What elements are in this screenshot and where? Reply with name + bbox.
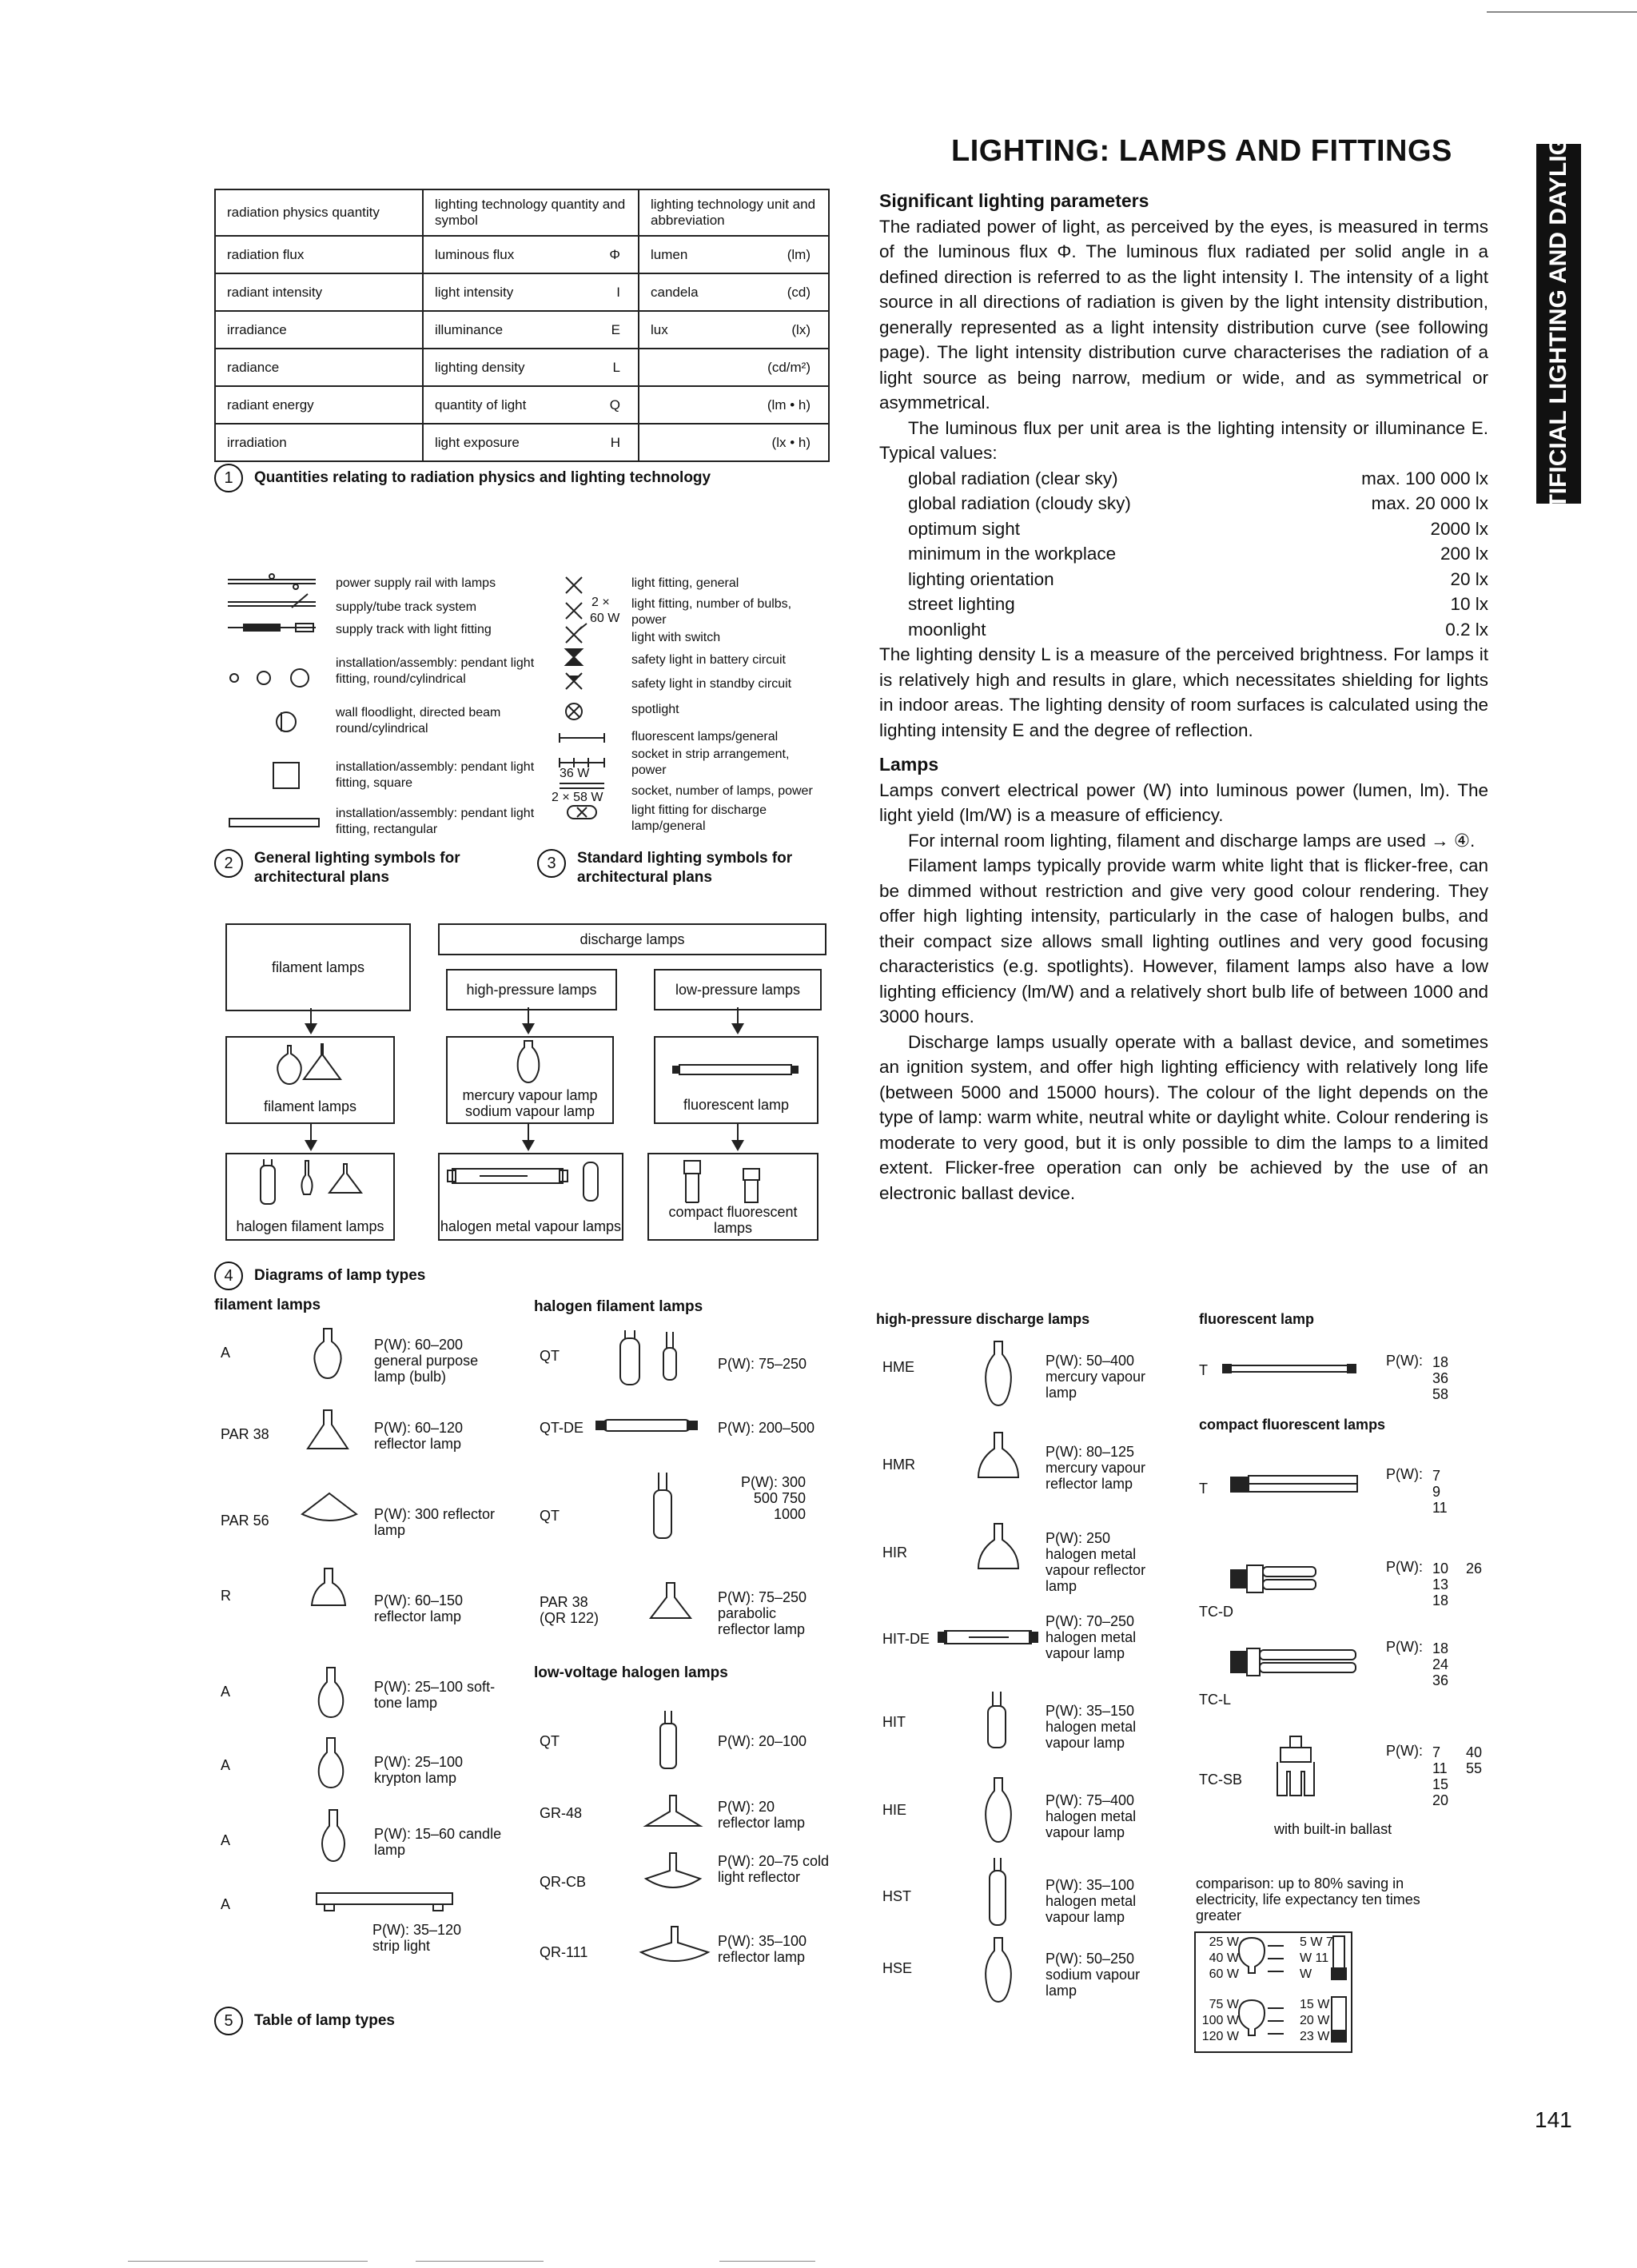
symbol-label: wall floodlight, directed beam round/cylindrical bbox=[336, 706, 501, 735]
cell-lt-text: light intensity bbox=[435, 284, 514, 300]
cell-abbr: (lm • h) bbox=[767, 397, 811, 413]
lamp-desc: P(W): 25–100 krypton lamp bbox=[374, 1754, 464, 1786]
bottom-rule bbox=[416, 2261, 544, 2262]
lamp-code: HIR bbox=[882, 1545, 907, 1560]
lamp-desc: P(W): 35–120 strip light bbox=[372, 1922, 462, 1954]
value: 10 lx bbox=[1450, 594, 1488, 614]
halogen-header: halogen filament lamps bbox=[534, 1298, 703, 1315]
cfl-tcl-icon bbox=[1229, 1645, 1365, 1680]
lamp-code: T bbox=[1199, 1362, 1208, 1378]
value: 20 lx bbox=[1450, 568, 1488, 589]
cell-abbr: (cd/m²) bbox=[767, 359, 811, 375]
cell-unit bbox=[639, 311, 829, 349]
tube-icon bbox=[671, 1060, 807, 1084]
paragraph: The luminous flux per unit area is the lighting intensity or illuminance E. Typical values: bbox=[879, 417, 1488, 463]
qrcb-icon bbox=[644, 1851, 703, 1899]
quantities-table bbox=[214, 189, 830, 462]
lamp-code: A bbox=[221, 1684, 231, 1700]
cell-lt bbox=[423, 386, 639, 424]
cell-rad: irradiation bbox=[215, 424, 423, 461]
lamp-code: A bbox=[221, 1345, 231, 1361]
lamp-pw: P(W): bbox=[1386, 1743, 1423, 1759]
cell-unit-text: lux bbox=[651, 321, 668, 337]
list-item bbox=[879, 541, 1488, 567]
lamp-values: 7 11 15 20 bbox=[1432, 1744, 1449, 1808]
cell-symbol: Q bbox=[609, 397, 620, 413]
lamp-code: GR-48 bbox=[540, 1805, 583, 1821]
caption-4 bbox=[214, 1262, 425, 1290]
lamp-code: QT-DE bbox=[540, 1420, 584, 1436]
header-cell: radiation physics quantity bbox=[215, 189, 423, 236]
softtone-icon bbox=[316, 1666, 348, 1730]
hit-icon bbox=[985, 1688, 1009, 1752]
round-pendant-icon bbox=[228, 662, 324, 694]
caption-3 bbox=[537, 849, 825, 887]
lamp-desc: P(W): 300 500 750 1000 bbox=[740, 1474, 806, 1522]
par56-icon bbox=[297, 1490, 361, 1530]
symbol-label: fluorescent lamps/general bbox=[631, 730, 779, 743]
symbol-label: light fitting, number of bulbs, power bbox=[631, 597, 792, 627]
bottom-rule bbox=[719, 2261, 815, 2262]
table-row bbox=[215, 424, 829, 461]
lamp-code: QT bbox=[540, 1733, 560, 1749]
value: 2000 lx bbox=[1430, 518, 1488, 539]
candle-icon bbox=[318, 1808, 350, 1872]
lamp-desc: P(W): 35–100 halogen metal vapour lamp bbox=[1046, 1877, 1137, 1925]
lamp-code: PAR 38 bbox=[221, 1426, 269, 1442]
lamp-desc: P(W): 60–150 reflector lamp bbox=[374, 1592, 464, 1624]
cfl-icons bbox=[679, 1158, 791, 1206]
lv-qt-icon bbox=[657, 1709, 681, 1773]
paragraph: The radiated power of light, as perceived by the eyes, is measured in terms of the luminous flux Φ. The luminous flux radiated per solid angle in a defined direction is referred to as the light intensity I. The intensity of a light source in all directions of radiation is given by the light intensity distribution, generally represented as a light intensity distribution curve (see following page). The light intensity distribution curve characterises the radiation of a light source as being narrow, medium or wide, and as symmetrical or asymmetrical. bbox=[879, 216, 1488, 413]
cell-symbol: Φ bbox=[609, 246, 620, 262]
lamp-pw: P(W): bbox=[1386, 1466, 1423, 1482]
hie-icon bbox=[983, 1776, 1015, 1848]
caption-number: 1 bbox=[214, 464, 243, 492]
arrow-head bbox=[731, 1023, 744, 1034]
box-low-pressure: low-pressure lamps bbox=[654, 969, 822, 1010]
value-label: moonlight bbox=[908, 619, 986, 640]
list-item bbox=[879, 516, 1488, 542]
symbol-label: installation/assembly: pendant light fitting, square bbox=[336, 760, 535, 790]
strip-light-icon bbox=[313, 1890, 457, 1914]
lamp-values: 18 36 58 bbox=[1432, 1354, 1449, 1402]
lamp-code: A bbox=[221, 1757, 231, 1773]
cfl-header: compact fluorescent lamps bbox=[1199, 1417, 1386, 1433]
list-item bbox=[879, 617, 1488, 643]
label-60w: 60 W bbox=[590, 612, 620, 625]
lamp-code: QR-CB bbox=[540, 1874, 586, 1890]
caption-number: 5 bbox=[214, 2007, 243, 2035]
symbol-label: socket in strip arrangement, power bbox=[631, 747, 790, 777]
symbol-label: light fitting, general bbox=[631, 576, 739, 590]
value: max. 100 000 lx bbox=[1361, 468, 1488, 488]
cell-rad: radiant energy bbox=[215, 386, 423, 424]
caption-number: 4 bbox=[214, 1262, 243, 1290]
section-heading: Significant lighting parameters bbox=[879, 190, 1149, 211]
value-label: optimum sight bbox=[908, 518, 1021, 539]
cell-lt bbox=[423, 236, 639, 273]
caption-number: 2 bbox=[214, 849, 243, 878]
qr111-icon bbox=[639, 1925, 711, 1973]
lamp-code: TC-L bbox=[1199, 1692, 1231, 1708]
lamp-desc: P(W): 50–400 mercury vapour lamp bbox=[1046, 1353, 1146, 1401]
table-header-row bbox=[215, 189, 829, 236]
lamp-desc: P(W): 300 reflector lamp bbox=[374, 1506, 496, 1538]
box-label: halogen filament lamps bbox=[236, 1218, 384, 1234]
cell-abbr: (cd) bbox=[787, 284, 811, 300]
r-lamp-icon bbox=[305, 1567, 353, 1623]
box-label: mercury vapour lamp sodium vapour lamp bbox=[462, 1087, 598, 1119]
hit-de-icon bbox=[937, 1628, 1041, 1647]
halogen-icons bbox=[256, 1158, 376, 1209]
list-item bbox=[879, 567, 1488, 592]
box-filament-lamps: filament lamps bbox=[225, 923, 411, 1011]
discharge-lamp-icon bbox=[512, 1038, 544, 1086]
label-2x: 2 × bbox=[591, 596, 610, 609]
filament-header: filament lamps bbox=[214, 1297, 321, 1313]
lamp-code: QT bbox=[540, 1348, 560, 1364]
lamp-code: QR-111 bbox=[540, 1944, 588, 1960]
lamp-values: 18 24 36 bbox=[1432, 1640, 1449, 1688]
table-row bbox=[215, 311, 829, 349]
lamp-code: R bbox=[221, 1588, 231, 1604]
par38-icon bbox=[304, 1409, 352, 1457]
arrow-line bbox=[528, 1124, 529, 1142]
hme-icon bbox=[983, 1340, 1015, 1412]
arrow-head bbox=[522, 1023, 535, 1034]
cfl-t-icon bbox=[1229, 1473, 1365, 1497]
cell-lt bbox=[423, 273, 639, 311]
list-item bbox=[879, 466, 1488, 492]
arrow-line bbox=[310, 1124, 312, 1142]
label-2x58w: 2 × 58 W bbox=[552, 791, 603, 804]
cell-unit bbox=[639, 236, 829, 273]
qt-de-icon bbox=[595, 1417, 707, 1434]
fl-header: fluorescent lamp bbox=[1199, 1311, 1315, 1327]
top-rule bbox=[1487, 11, 1637, 13]
power-rail-icon bbox=[228, 572, 320, 636]
cell-unit bbox=[639, 386, 829, 424]
hp-header: high-pressure discharge lamps bbox=[876, 1311, 1090, 1327]
lamp-desc: P(W): 25–100 soft-tone lamp bbox=[374, 1679, 496, 1711]
box-high-pressure: high-pressure lamps bbox=[446, 969, 617, 1010]
cell-abbr: (lx • h) bbox=[771, 434, 811, 450]
lv-header: low-voltage halogen lamps bbox=[534, 1664, 728, 1681]
page-title: LIGHTING: LAMPS AND FITTINGS bbox=[951, 134, 1452, 168]
krypton-icon bbox=[316, 1736, 348, 1800]
symbol-label: safety light in battery circuit bbox=[631, 653, 786, 667]
lamp-desc: P(W): 70–250 halogen metal vapour lamp bbox=[1046, 1613, 1137, 1661]
caption-number: 3 bbox=[537, 849, 566, 878]
metal-halide-icon bbox=[448, 1158, 615, 1206]
par38-halogen-icon bbox=[649, 1581, 697, 1629]
arrow-line bbox=[528, 1007, 529, 1023]
cell-abbr: (lm) bbox=[787, 246, 811, 262]
hir-icon bbox=[975, 1522, 1023, 1586]
cell-symbol: H bbox=[610, 434, 620, 450]
arrow-head bbox=[305, 1023, 317, 1034]
value-label: minimum in the workplace bbox=[908, 544, 1117, 564]
cell-lt-text: quantity of light bbox=[435, 397, 527, 413]
bulb-icon bbox=[308, 1327, 348, 1383]
lamp-pw: P(W): bbox=[1386, 1559, 1423, 1575]
symbol-label: power supply rail with lamps bbox=[336, 576, 496, 590]
value: 0.2 lx bbox=[1445, 619, 1488, 640]
lamp-desc: P(W): 200–500 bbox=[718, 1420, 815, 1436]
lamp-code: TC-D bbox=[1199, 1604, 1233, 1620]
symbol-label: installation/assembly: pendant light fitting, rectangular bbox=[336, 807, 535, 836]
box-label: fluorescent lamp bbox=[683, 1097, 790, 1113]
header-cell: lighting technology quantity and symbol bbox=[423, 189, 639, 236]
lamp-desc: P(W): 75–250 bbox=[718, 1356, 807, 1372]
cell-lt-text: light exposure bbox=[435, 434, 520, 450]
lamp-code: HIE bbox=[882, 1802, 907, 1818]
symbol-label: installation/assembly: pendant light fitting, round/cylindrical bbox=[336, 656, 535, 686]
cell-lt-text: lighting density bbox=[435, 359, 525, 375]
comparison-right-1: 5 W 7 W 11 W bbox=[1300, 1935, 1333, 1981]
caption-2 bbox=[214, 849, 502, 887]
lamp-pw: P(W): bbox=[1386, 1639, 1423, 1655]
cfl-tcd-icon bbox=[1229, 1562, 1325, 1597]
cell-unit bbox=[639, 349, 829, 386]
label-36w: 36 W bbox=[560, 767, 590, 780]
lamp-code: HIT bbox=[882, 1714, 906, 1730]
symbol-label: safety light in standby circuit bbox=[631, 677, 792, 691]
lamp-code: PAR 38 (QR 122) bbox=[540, 1594, 599, 1626]
lamp-code: A bbox=[221, 1896, 231, 1912]
lamp-code: T bbox=[1199, 1481, 1208, 1497]
box-label: filament lamps bbox=[263, 1098, 357, 1114]
cell-lt-text: luminous flux bbox=[435, 246, 515, 262]
list-item bbox=[879, 592, 1488, 617]
table-row bbox=[215, 349, 829, 386]
hse-icon bbox=[983, 1936, 1015, 2008]
cell-unit-text: lumen bbox=[651, 246, 688, 262]
paragraph: For internal room lighting, filament and discharge lamps are used → ④. bbox=[908, 830, 1476, 851]
lamp-code: HMR bbox=[882, 1457, 915, 1473]
value: max. 20 000 lx bbox=[1371, 493, 1488, 513]
lamp-desc: P(W): 250 halogen metal vapour reflector lamp bbox=[1046, 1530, 1146, 1594]
lamp-code: HME bbox=[882, 1359, 914, 1375]
qt-1000-icon bbox=[649, 1469, 681, 1541]
bulb-icon bbox=[264, 1039, 344, 1087]
cell-unit-text: candela bbox=[651, 284, 699, 300]
value: 200 lx bbox=[1440, 544, 1488, 564]
lamp-desc: P(W): 75–400 halogen metal vapour lamp bbox=[1046, 1792, 1137, 1840]
lamp-pw: P(W): bbox=[1386, 1353, 1423, 1369]
lamp-desc: P(W): 20–100 bbox=[718, 1733, 807, 1749]
lamp-desc: P(W): 35–100 reflector lamp bbox=[718, 1933, 807, 1965]
t-tube-icon bbox=[1221, 1361, 1365, 1378]
symbol-label: spotlight bbox=[631, 703, 679, 716]
lamp-code: PAR 56 bbox=[221, 1513, 269, 1529]
symbol-label: light with switch bbox=[631, 631, 721, 644]
table-row bbox=[215, 236, 829, 273]
comparison-left-1: 25 W 40 W 60 W bbox=[1209, 1935, 1239, 1981]
cell-rad: radiation flux bbox=[215, 236, 423, 273]
lamp-desc: P(W): 75–250 parabolic reflector lamp bbox=[718, 1589, 807, 1637]
square-pendant-icon bbox=[272, 761, 304, 793]
cell-symbol: I bbox=[616, 284, 620, 300]
value-label: global radiation (cloudy sky) bbox=[908, 493, 1131, 513]
hst-icon bbox=[986, 1856, 1010, 1928]
comparison-left-2: 75 W 100 W 120 W bbox=[1201, 1998, 1239, 2043]
header-cell: lighting technology unit and abbreviation bbox=[639, 189, 829, 236]
arrow-line bbox=[737, 1124, 739, 1142]
cell-rad: radiant intensity bbox=[215, 273, 423, 311]
lamp-desc: P(W): 35–150 halogen metal vapour lamp bbox=[1046, 1703, 1137, 1751]
arrow-head bbox=[305, 1140, 317, 1151]
lamp-values: 7 9 11 bbox=[1432, 1468, 1448, 1516]
symbol-label: socket, number of lamps, power bbox=[631, 784, 813, 798]
comparison-note: comparison: up to 80% saving in electricity, life expectancy ten times greater bbox=[1196, 1875, 1420, 1923]
symbol-label: supply track with light fitting bbox=[336, 623, 492, 636]
paragraph: Lamps convert electrical power (W) into luminous power (lumen, lm). The light yield (lm/W) is a measure of efficiency. bbox=[879, 779, 1488, 825]
section-tab bbox=[1536, 104, 1581, 544]
section-heading: Lamps bbox=[879, 754, 939, 775]
gr48-icon bbox=[646, 1794, 702, 1834]
cell-lt bbox=[423, 424, 639, 461]
arrow-head bbox=[731, 1140, 744, 1151]
value-label: lighting orientation bbox=[908, 568, 1054, 589]
hmr-icon bbox=[975, 1431, 1023, 1495]
paragraph: Filament lamps typically provide warm white light that is flicker-free, can be dimmed without restriction and give very good colour rendering. They offer high lighting intensity, particularly in the case of halogen bulbs, and their compact size allows small lighting outlines and very good focusing characteristics (e.g. spotlights). However, filament lamps also have a low lighting efficiency (lm/W) and a relatively short bulb life of between 1000 and 3000 hours. bbox=[879, 855, 1488, 1026]
cell-lt bbox=[423, 311, 639, 349]
caption-text: General lighting symbols for architectural plans bbox=[254, 850, 460, 886]
lamp-desc: P(W): 50–250 sodium vapour lamp bbox=[1046, 1951, 1141, 1999]
table-row bbox=[215, 386, 829, 424]
paragraph: Discharge lamps usually operate with a ballast device, and sometimes an ignition system, and offer high lighting efficiency with relatively long life (between 5000 and 15000 hours). The colour of the light depends on the type of lamp: warm white, neutral white or daylight white. Colour rendering is moderate to very good, but it is only possible to dim the lamps to a limited extent. Flicker-free operation can only be achieved by the use of an electronic ballast device. bbox=[879, 1031, 1488, 1203]
cell-unit bbox=[639, 424, 829, 461]
paragraph: The lighting density L is a measure of the perceived brightness. For lamps it is relatively high and results in glare, which necessitates shielding for lights in indoor areas. The lighting density of room surfaces is calculated using the lighting intensity E and the degree of reflection. bbox=[879, 644, 1488, 740]
rectangular-pendant-icon bbox=[228, 815, 324, 831]
wall-floodlight-icon bbox=[272, 708, 304, 739]
arrow-line bbox=[310, 1008, 312, 1024]
qt-icon bbox=[614, 1327, 694, 1391]
value-label: street lighting bbox=[908, 594, 1015, 614]
symbol-label: supply/tube track system bbox=[336, 600, 477, 614]
lamp-code: QT bbox=[540, 1508, 560, 1524]
page-number: 141 bbox=[1535, 2107, 1572, 2132]
cell-lt-text: illuminance bbox=[435, 321, 504, 337]
cell-unit bbox=[639, 273, 829, 311]
ballast-note: with built-in ballast bbox=[1274, 1821, 1392, 1837]
body-text bbox=[879, 189, 1488, 1206]
cell-symbol: E bbox=[611, 321, 620, 337]
lamp-values: 10 13 18 bbox=[1432, 1560, 1449, 1608]
box-label: compact fluorescent lamps bbox=[668, 1204, 798, 1236]
comparison-right-2: 15 W 20 W 23 W bbox=[1300, 1998, 1330, 2043]
box-label: halogen metal vapour lamps bbox=[440, 1218, 622, 1234]
caption-text: Diagrams of lamp types bbox=[254, 1267, 426, 1285]
symbol-label: light fitting for discharge lamp/general bbox=[631, 803, 767, 833]
caption-5 bbox=[214, 2007, 395, 2035]
lamp-code: HSE bbox=[882, 1960, 913, 1976]
lamp-desc: P(W): 15–60 candle lamp bbox=[374, 1826, 502, 1858]
cell-rad: radiance bbox=[215, 349, 423, 386]
lamp-code: HST bbox=[882, 1888, 911, 1904]
lamp-code: TC-SB bbox=[1199, 1772, 1242, 1788]
lamp-code: HIT-DE bbox=[882, 1631, 930, 1647]
caption-text: Standard lighting symbols for architectural plans bbox=[577, 850, 793, 886]
cell-rad: irradiance bbox=[215, 311, 423, 349]
illuminance-values bbox=[879, 466, 1488, 643]
caption-text: Quantities relating to radiation physics and lighting technology bbox=[254, 469, 711, 487]
cell-abbr: (lx) bbox=[791, 321, 811, 337]
cell-symbol: L bbox=[612, 359, 620, 375]
lamp-desc: P(W): 60–120 reflector lamp bbox=[374, 1420, 464, 1452]
lamp-desc: P(W): 20 reflector lamp bbox=[718, 1799, 806, 1831]
value-label: global radiation (clear sky) bbox=[908, 468, 1118, 488]
section-tab-label: ARTIFICIAL LIGHTING AND DAYLIGHT bbox=[1545, 104, 1571, 544]
lamp-code: A bbox=[221, 1832, 231, 1848]
arrow-head bbox=[522, 1140, 535, 1151]
bottom-rule bbox=[128, 2261, 368, 2262]
list-item bbox=[879, 491, 1488, 516]
lamp-values-2: 40 55 bbox=[1466, 1744, 1483, 1776]
caption-text: Table of lamp types bbox=[254, 2012, 395, 2030]
lamp-desc: P(W): 60–200 general purpose lamp (bulb) bbox=[374, 1337, 479, 1385]
table-row bbox=[215, 273, 829, 311]
cell-lt bbox=[423, 349, 639, 386]
arrow-line bbox=[737, 1007, 739, 1023]
caption-1 bbox=[214, 464, 711, 492]
lamp-values-2: 26 bbox=[1466, 1560, 1483, 1576]
box-discharge-lamps: discharge lamps bbox=[438, 923, 826, 955]
cfl-tcsb-icon bbox=[1273, 1735, 1320, 1807]
lamp-desc: P(W): 80–125 mercury vapour reflector lamp bbox=[1046, 1444, 1146, 1492]
lamp-desc: P(W): 20–75 cold light reflector bbox=[718, 1853, 830, 1885]
